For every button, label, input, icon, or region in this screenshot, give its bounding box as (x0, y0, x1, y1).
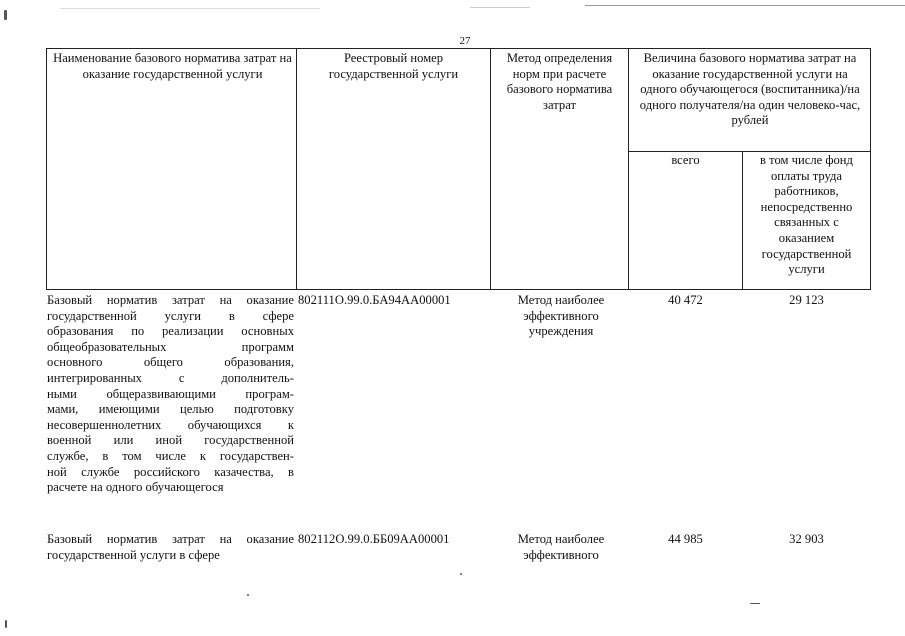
header-subdivider (628, 151, 871, 152)
name-line: мами, имеющими целью подготовку (47, 402, 294, 417)
table-right-border (870, 48, 871, 290)
name-line: интегрированных с дополнитель- (47, 370, 294, 385)
name-line: основного общего образования, (47, 355, 294, 370)
table-top-border (46, 48, 871, 49)
name-line: государственной услуги в сфере (47, 547, 220, 562)
scan-artifact-line (60, 8, 320, 9)
name-line: Базовый норматив затрат на оказание (47, 293, 294, 307)
table-row-1-registry: 802111О.99.0.БА94АА00001 (298, 293, 451, 307)
name-line: службе, в том числе к государствен- (47, 448, 294, 463)
scan-artifact-line (585, 5, 905, 6)
scan-artifact-line (470, 7, 530, 8)
scan-artifact-dot (750, 603, 760, 604)
table-row-1-name (46, 293, 296, 496)
header-labor: в том числе фонд оплаты труда работников, непосредственно связанных с оказанием государственной услуги (760, 153, 853, 277)
name-line: образования по реализации основных (47, 324, 294, 339)
header-method: Метод определения норм при расчете базового норматива затрат (506, 51, 613, 112)
name-line: ной службе российского казачества, в (47, 464, 294, 479)
table-row-2-method: Метод наиболее эффективного (517, 532, 605, 562)
scan-artifact-dot (5, 620, 7, 628)
name-line: ными общеразвивающими програм- (47, 386, 294, 401)
header-registry: Реестровый номер государственной услуги (328, 51, 459, 81)
header-value: Величина базового норматива затрат на оказание государственной услуги на одного обучающегося (воспитанника)/на одного получателя/на один человеко-час, рублей (639, 51, 861, 128)
table-row-2-registry: 802112О.99.0.ББ09АА00001 (298, 532, 450, 546)
scan-artifact-dot (460, 573, 462, 575)
table-row-2-labor: 32 903 (789, 532, 824, 546)
header-total: всего (671, 153, 700, 167)
name-line: несовершеннолетних обучающихся к (47, 417, 294, 432)
table-row-1-method: Метод наиболее эффективного учреждения (517, 293, 605, 339)
name-line: военной или иной государственной (47, 433, 294, 448)
table-row-2-total: 44 985 (668, 532, 703, 546)
table-left-border (46, 48, 47, 290)
table-row-2-name (46, 532, 296, 563)
name-line: общеобразовательных программ (47, 339, 294, 354)
column-divider (628, 48, 629, 290)
name-line: Базовый норматив затрат на оказание (47, 532, 294, 546)
column-divider (296, 48, 297, 290)
table-row-1-total: 40 472 (668, 293, 703, 307)
header-name: Наименование базового норматива затрат на оказание государственной услуги (53, 51, 292, 81)
page-number: 27 (459, 35, 471, 47)
name-line: расчете на одного обучающегося (47, 480, 224, 495)
table-row-1-labor: 29 123 (789, 293, 824, 307)
header-bottom-border (46, 289, 871, 290)
scan-artifact-dot (247, 594, 249, 596)
scan-artifact-dot (4, 10, 7, 20)
name-line: государственной услуги в сфере (47, 308, 294, 323)
